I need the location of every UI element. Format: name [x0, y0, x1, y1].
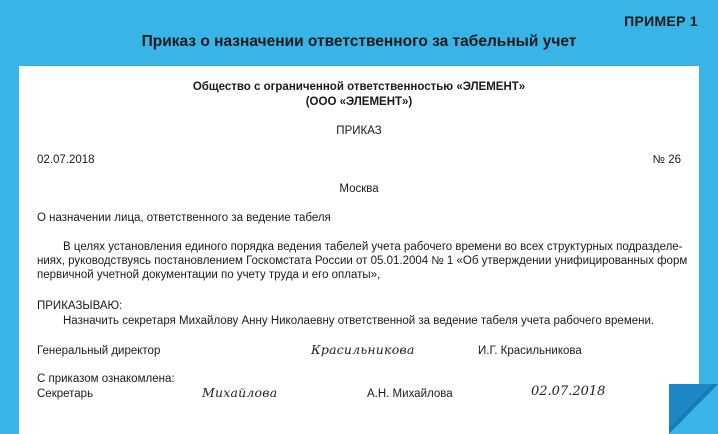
secretary-name: А.Н. Михайлова: [367, 388, 453, 400]
body-line-3: первичной учетной документации по учету труда и его оплаты»,: [37, 269, 381, 281]
ack-label: С приказом ознакомлена:: [37, 373, 175, 385]
director-signature: Красильникова: [311, 342, 415, 357]
doc-date: 02.07.2018: [37, 154, 95, 166]
page-fold-corner: [669, 384, 718, 434]
director-name: И.Г. Красильникова: [478, 345, 582, 357]
doc-type: ПРИКАЗ: [336, 125, 382, 137]
ack-date: 02.07.2018: [531, 384, 606, 399]
order-text: Назначить секретаря Михайлову Анну Николаевну ответственной за ведение табеля учета рабочего времени.: [63, 315, 655, 327]
doc-city: Москва: [339, 183, 379, 195]
doc-number: № 26: [652, 154, 681, 166]
secretary-title: Секретарь: [37, 388, 94, 400]
document-sheet: [19, 66, 699, 434]
order-word: ПРИКАЗЫВАЮ:: [37, 300, 123, 312]
doc-subject: О назначении лица, ответственного за ведение табеля: [37, 212, 331, 224]
body-line-1: В целях установления единого порядка ведения табелей учета рабочего времени во всех структурных подразделе-: [63, 241, 683, 253]
example-label: ПРИМЕР 1: [624, 13, 698, 29]
page-title: Приказ о назначении ответственного за табельный учет: [141, 33, 577, 50]
org-name: Общество с ограниченной ответственностью «ЭЛЕМЕНТ»: [192, 81, 526, 93]
body-line-2: ниях, руководствуясь постановлением Госкомстата России от 05.01.2004 № 1 «Об утверждении унифицированных форм: [37, 255, 688, 267]
secretary-signature: Михайлова: [202, 385, 278, 400]
director-title: Генеральный директор: [37, 345, 161, 357]
org-short-name: (ООО «ЭЛЕМЕНТ»): [305, 96, 413, 108]
